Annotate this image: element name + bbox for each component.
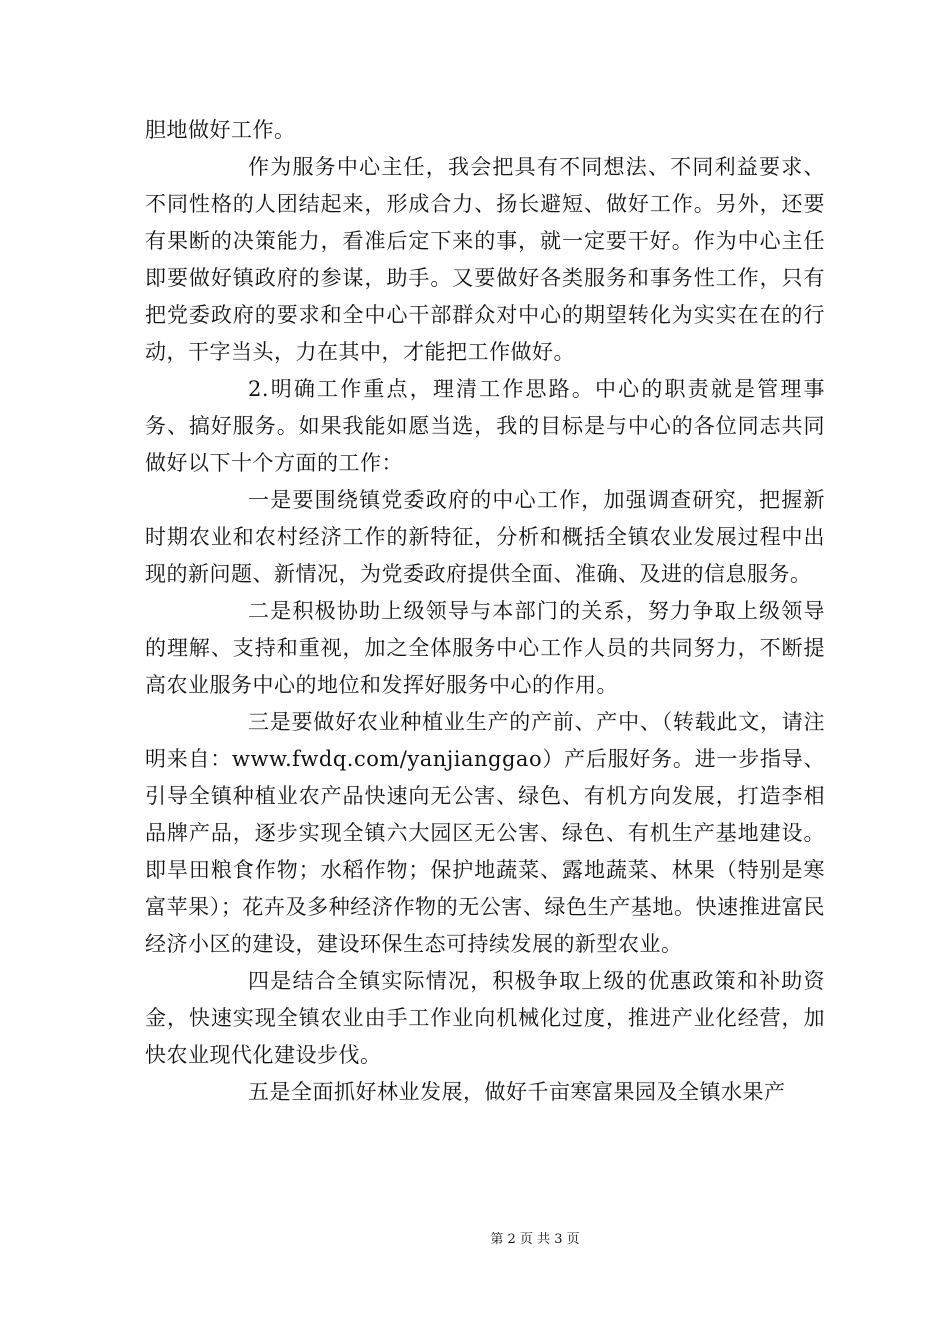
paragraph-5: 二是积极协助上级领导与本部门的关系，努力争取上级领导的理解、支持和重视，加之全体服务中心工作人员的共同努力，不断提高农业服务中心的地位和发挥好服务中心的作用。: [145, 599, 825, 697]
paragraph-8: 五是全面抓好林业发展，做好千亩寒富果园及全镇水果产: [248, 1080, 786, 1104]
paragraph-2: 作为服务中心主任，我会把具有不同想法、不同利益要求、不同性格的人团结起来，形成合力、扬长避短、做好工作。另外，还要有果断的决策能力，看准后定下来的事，就一定要干好。作为中心主任即要做好镇政府的参谋，助手。又要做好各类服务和事务性工作，只有把党委政府的要求和全中心干部群众对中心的期望转化为实实在在的行动，干字当头，力在其中，才能把工作做好。: [145, 155, 825, 364]
paragraph-6: 三是要做好农业种植业生产的产前、产中、（转载此文，请注明来自：www.fwdq.com/yanjianggao）产后服好务。进一步指导、引导全镇种植业农产品快速向无公害、绿色、有机方向发展，打造李相品牌产品，逐步实现全镇六大园区无公害、绿色、有机生产基地建设。即旱田粮食作物；水稻作物；保护地蔬菜、露地蔬菜、林果（特别是寒富苹果）；花卉及多种经济作物的无公害、绿色生产基地。快速推进富民经济小区的建设，建设环保生态可持续发展的新型农业。: [145, 710, 825, 956]
paragraph-3: 2.明确工作重点，理清工作思路。中心的职责就是管理事务、搞好服务。如果我能如愿当选，我的目标是与中心的各位同志共同做好以下十个方面的工作：: [145, 377, 825, 475]
document-body: [145, 112, 825, 1111]
paragraph-4: 一是要围绕镇党委政府的中心工作，加强调查研究，把握新时期农业和农村经济工作的新特征，分析和概括全镇农业发展过程中出现的新问题、新情况，为党委政府提供全面、准确、及进的信息服务。: [145, 488, 825, 586]
paragraph-1: 胆地做好工作。: [145, 118, 296, 142]
paragraph-7: 四是结合全镇实际情况，积极争取上级的优惠政策和补助资金，快速实现全镇农业由手工作业向机械化过度，推进产业化经营，加快农业现代化建设步伐。: [145, 969, 825, 1067]
page-number-footer: 第 2 页 共 3 页: [490, 1232, 580, 1247]
